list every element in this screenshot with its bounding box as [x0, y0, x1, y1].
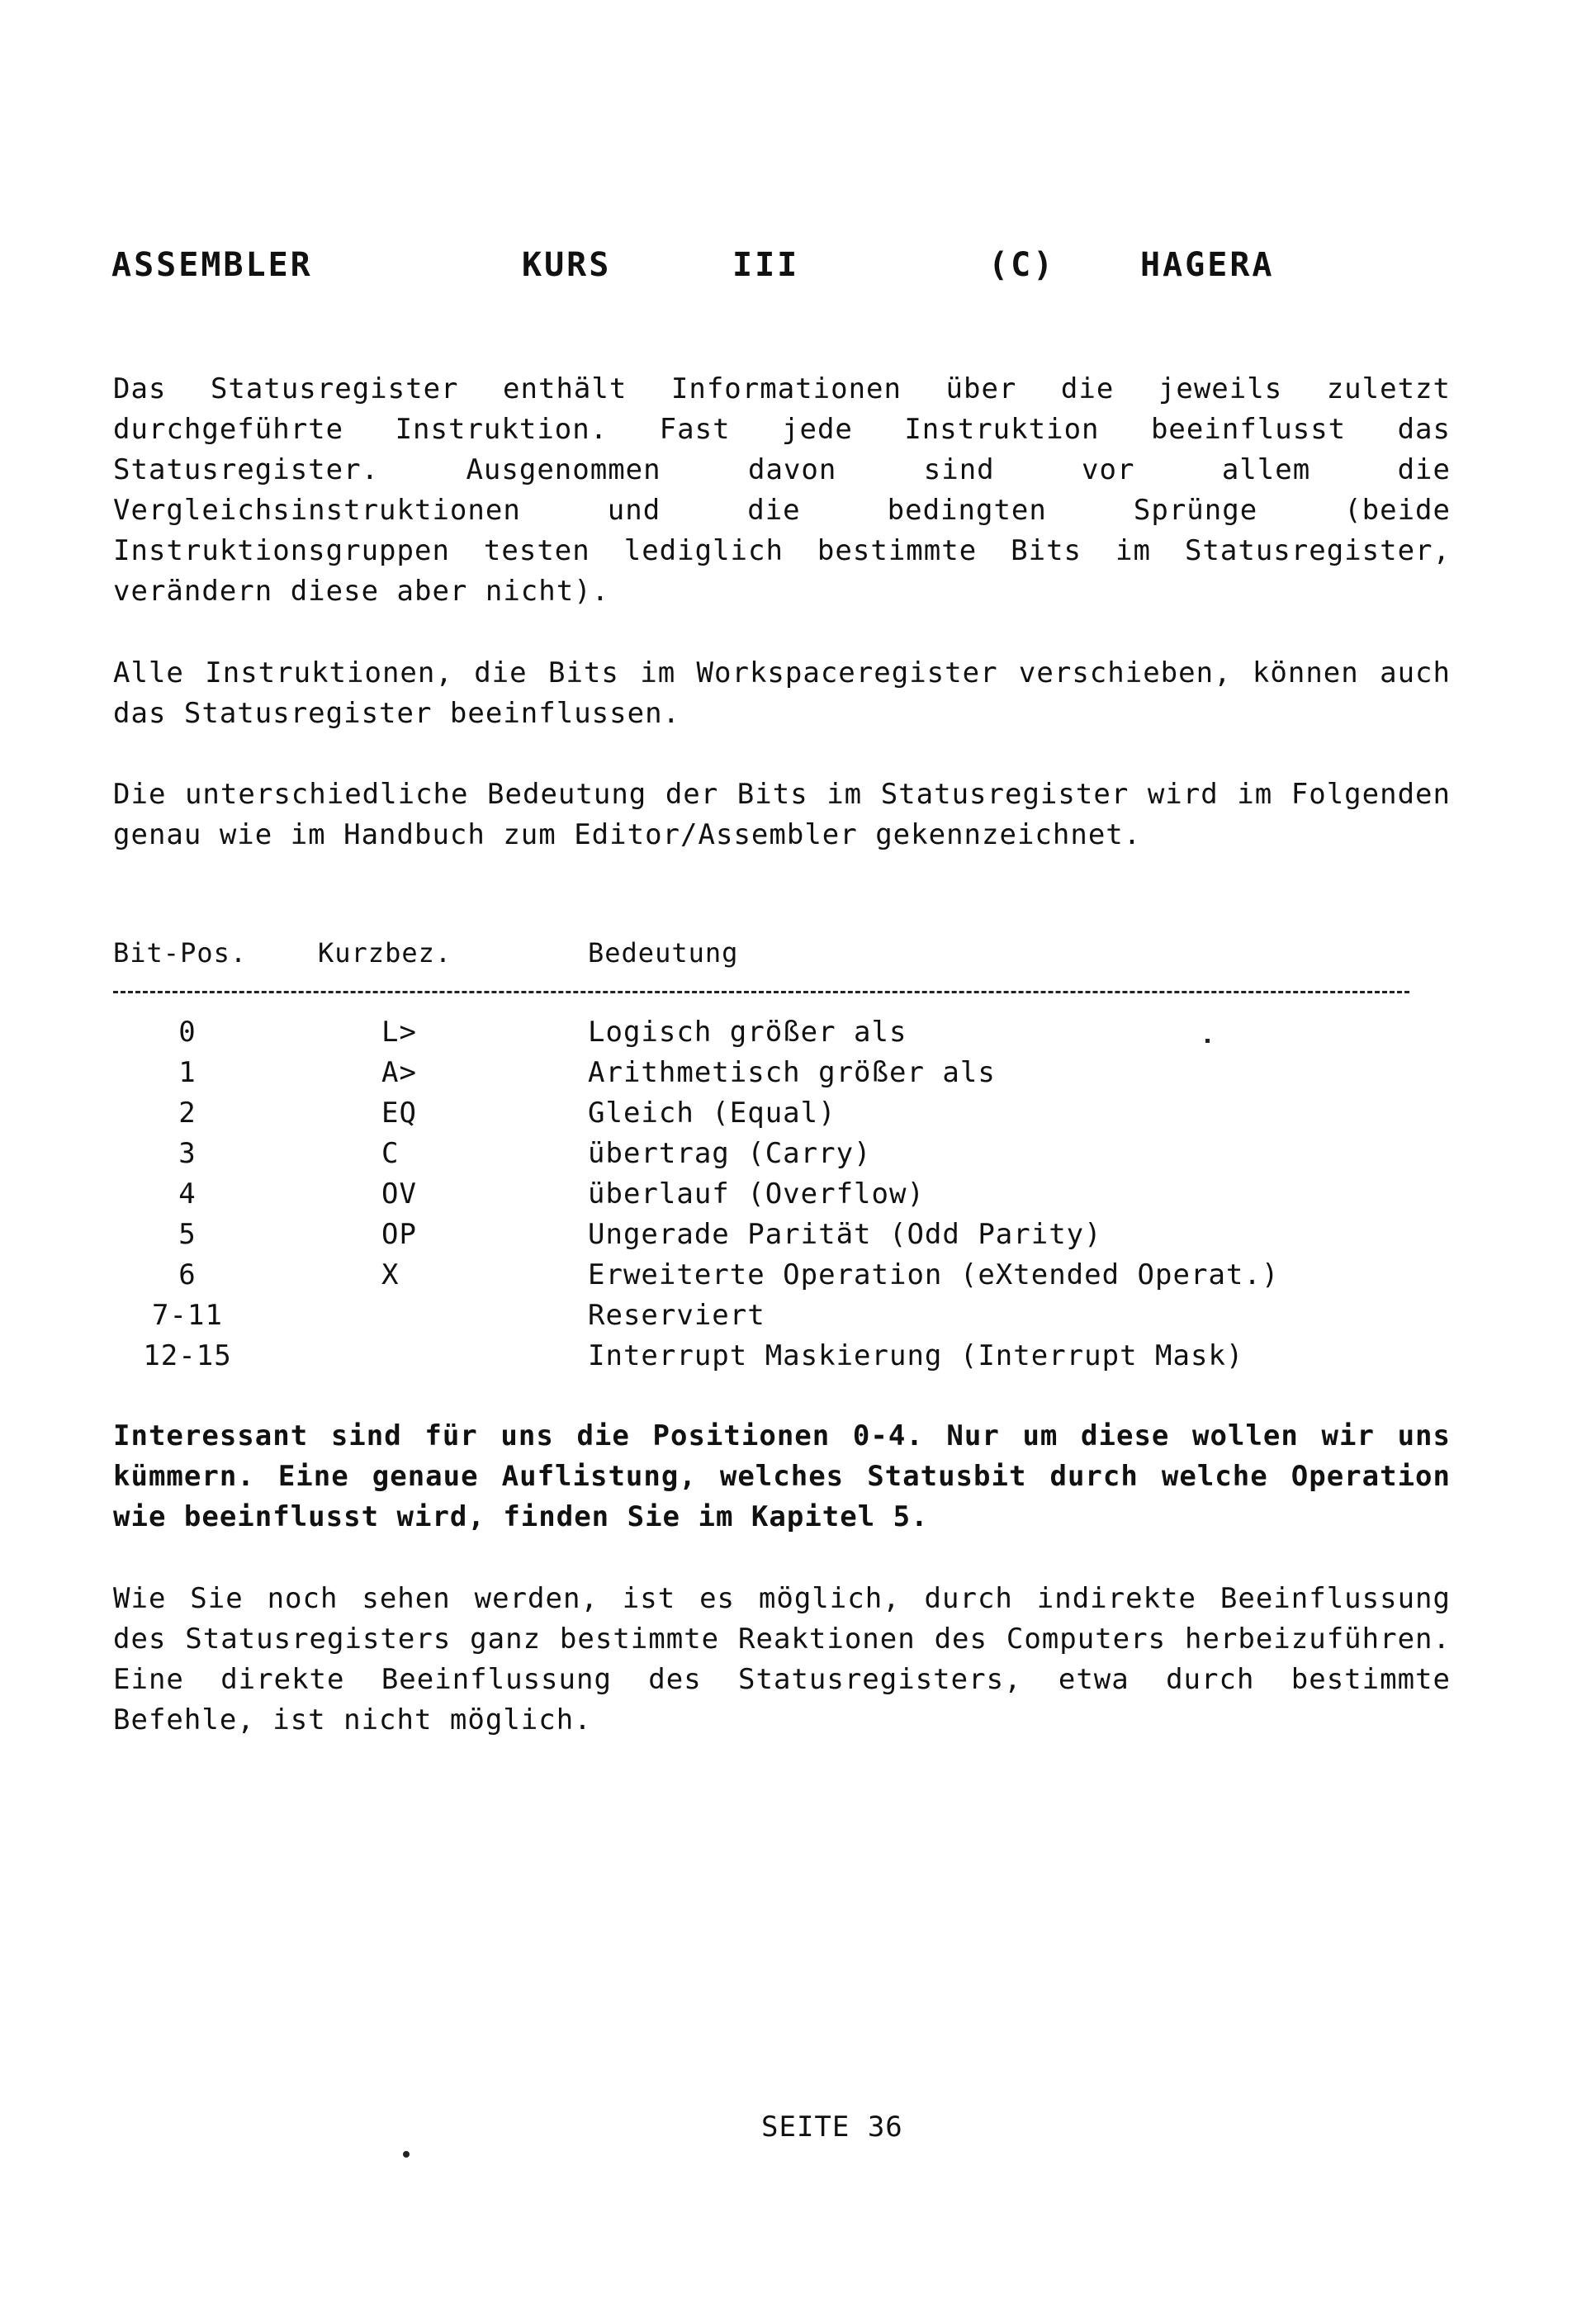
bit-position: 1: [178, 1056, 197, 1089]
table-row: [113, 1299, 1467, 1339]
short-name: EQ: [381, 1097, 417, 1130]
short-name: X: [381, 1258, 400, 1291]
meaning: Reserviert: [588, 1299, 765, 1332]
table-row: [113, 1258, 1467, 1299]
header-author: HAGERA: [1140, 246, 1275, 284]
bit-position: 5: [178, 1218, 197, 1251]
bit-position: 0: [178, 1016, 197, 1049]
bit-position: 6: [178, 1258, 197, 1291]
table-row: [113, 1016, 1467, 1056]
bit-position: 4: [178, 1177, 197, 1210]
stray-dot: [1205, 1039, 1210, 1043]
status-bits-table: [113, 1016, 1467, 1380]
meaning: überlauf (Overflow): [588, 1177, 925, 1210]
table-header: [113, 937, 1434, 970]
meaning: Ungerade Parität (Odd Parity): [588, 1218, 1102, 1251]
header-kurzbez: Kurzbez.: [318, 937, 452, 969]
meaning: Arithmetisch größer als: [588, 1056, 996, 1089]
header-kurs: KURS: [522, 246, 612, 284]
meaning: Erweiterte Operation (eXtended Operat.): [588, 1258, 1280, 1291]
paragraph-workspace-shift: Alle Instruktionen, die Bits im Workspaceregister verschieben, können auch das Statusregister beeinflussen.: [113, 656, 1451, 730]
page-header: [111, 246, 1399, 287]
paragraph-statusregister-intro: Das Statusregister enthält Informationen über die jeweils zuletzt durchgeführte Instruktion. Fast jede Instruktion beeinflusst das Statusregister. Ausgenommen davon sind vor allem die Vergleichsinstruktionen und die bedingten Sprünge (beide Instruktionsgruppen testen lediglich bestimmte Bits im Statusregister, verändern diese aber nicht).: [113, 372, 1451, 608]
header-number: III: [732, 246, 800, 284]
table-row: [113, 1097, 1467, 1137]
short-name: OV: [381, 1177, 417, 1210]
meaning: übertrag (Carry): [588, 1137, 872, 1170]
short-name: A>: [381, 1056, 417, 1089]
bit-position: 7-11: [152, 1299, 223, 1332]
header-bedeutung: Bedeutung: [588, 937, 739, 969]
paragraph-indirect-influence: Wie Sie noch sehen werden, ist es möglich, durch indirekte Beeinflussung des Statusregisters ganz bestimmte Reaktionen des Computers herbeizuführen. Eine direkte Beeinflussung des Statusregisters, etwa durch bestimmte Befehle, ist nicht möglich.: [113, 1582, 1451, 1736]
table-row: [113, 1339, 1467, 1380]
header-copyright: (C): [988, 246, 1056, 284]
bit-position: 2: [178, 1097, 197, 1130]
scan-speck: [403, 2151, 410, 2158]
table-row: [113, 1218, 1467, 1258]
table-row: [113, 1177, 1467, 1218]
meaning: Interrupt Maskierung (Interrupt Mask): [588, 1339, 1244, 1372]
table-row: [113, 1056, 1467, 1097]
bit-position: 3: [178, 1137, 197, 1170]
paragraph-bit-meaning: Die unterschiedliche Bedeutung der Bits im Statusregister wird im Folgenden genau wie im Handbuch zum Editor/Assembler gekennzeichnet.: [113, 778, 1451, 851]
meaning: Logisch größer als: [588, 1016, 907, 1049]
short-name: OP: [381, 1218, 417, 1251]
header-bit-pos: Bit-Pos.: [113, 937, 248, 969]
bit-position: 12-15: [143, 1339, 232, 1372]
page-number: SEITE 36: [761, 2111, 903, 2144]
short-name: C: [381, 1137, 400, 1170]
table-divider: [113, 991, 1409, 993]
paragraph-positions-of-interest: Interessant sind für uns die Positionen 0-4. Nur um diese wollen wir uns kümmern. Eine genaue Auflistung, welches Statusbit durch welche Operation wie beeinflusst wird, finden Sie im Kapitel 5.: [113, 1419, 1451, 1533]
meaning: Gleich (Equal): [588, 1097, 836, 1130]
table-row: [113, 1137, 1467, 1177]
short-name: L>: [381, 1016, 417, 1049]
header-title: ASSEMBLER: [111, 246, 313, 284]
